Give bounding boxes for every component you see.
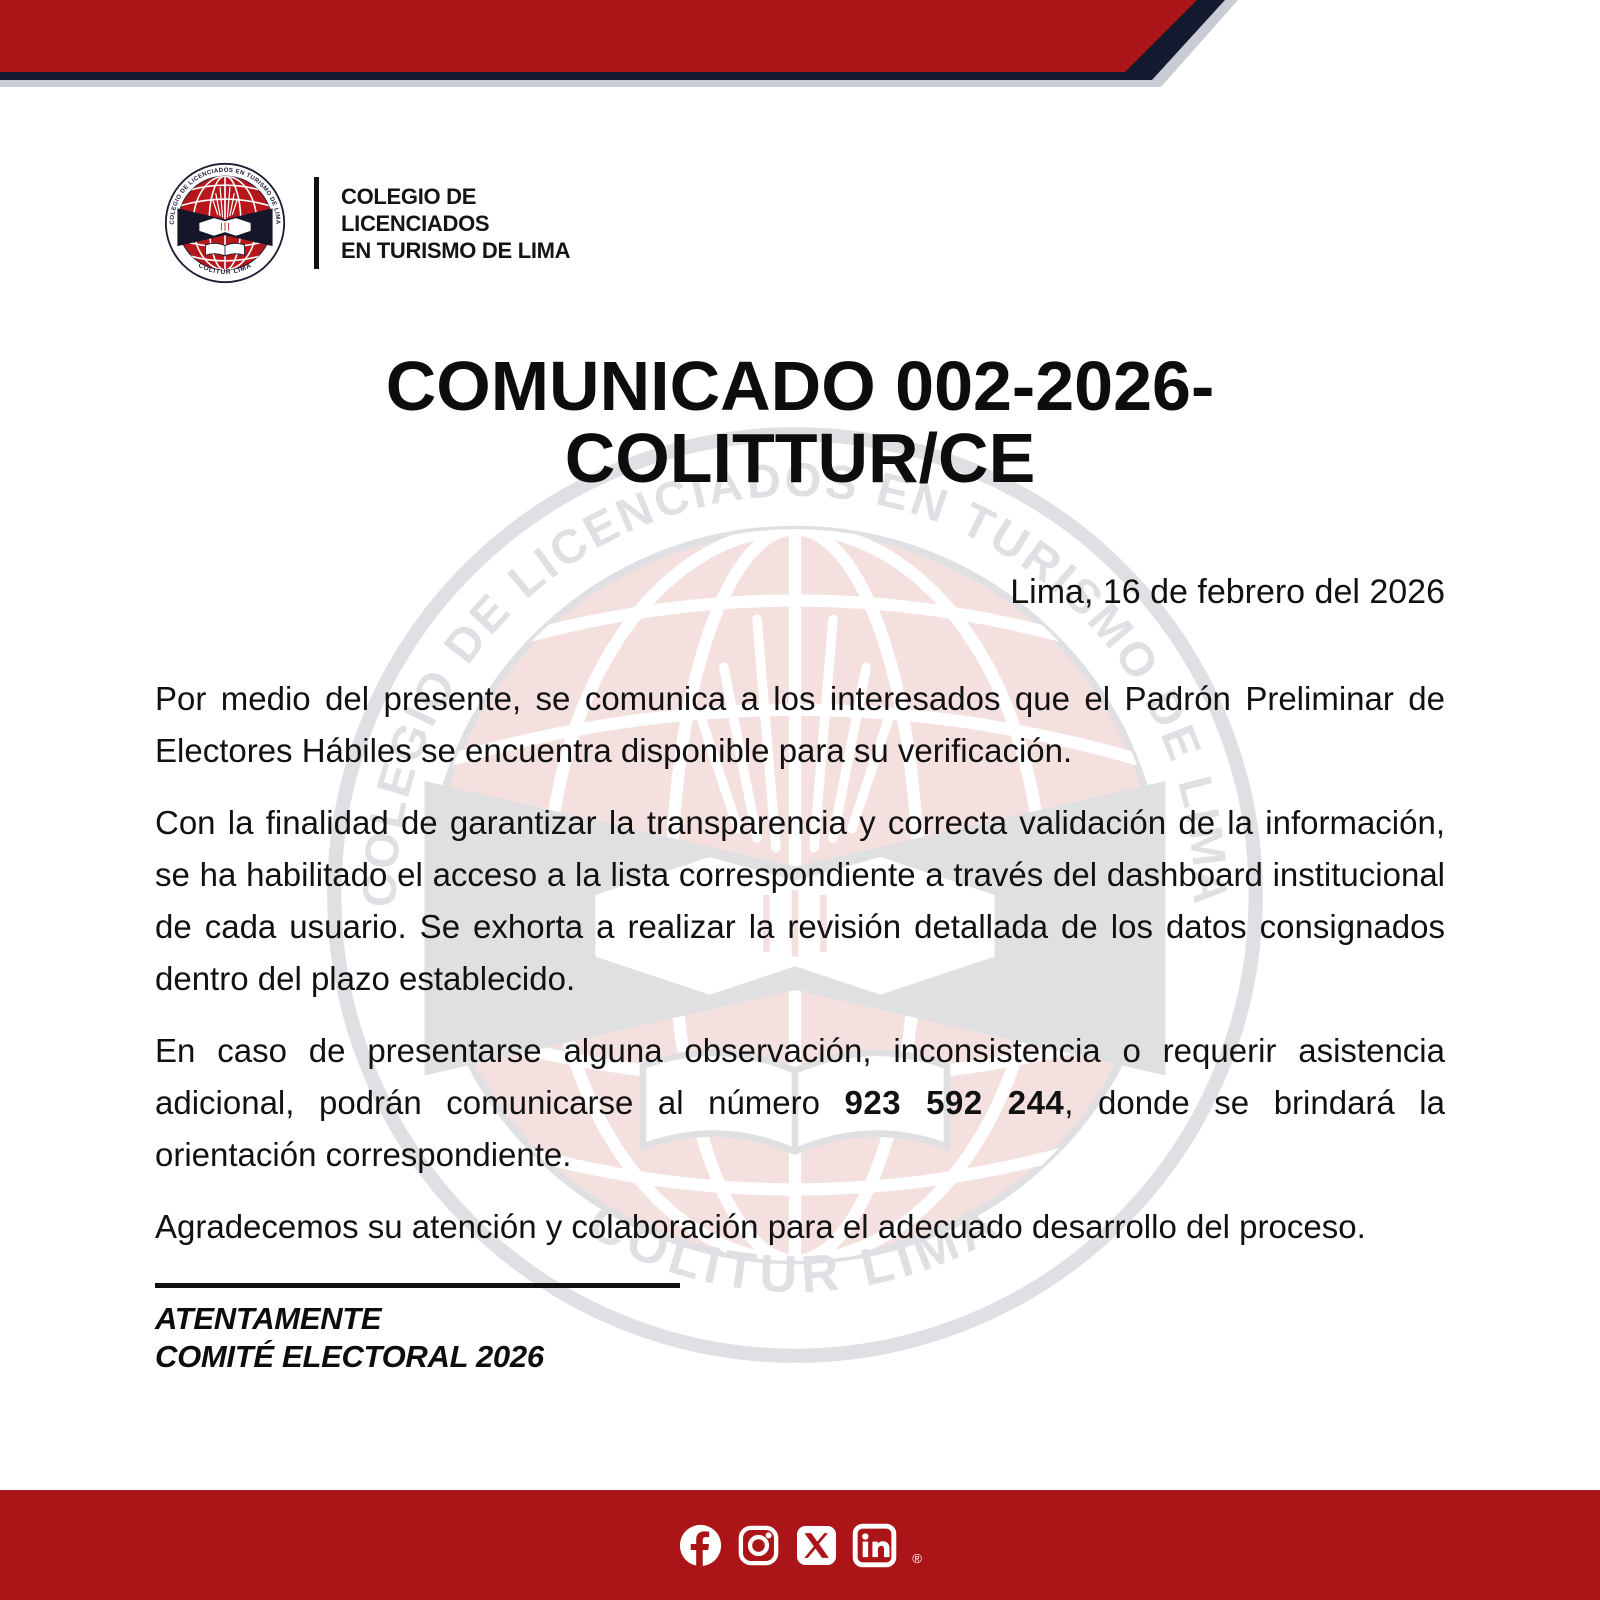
paragraph-1: Por medio del presente, se comunica a los interesados que el Padrón Preliminar de Electores Hábiles se encuentra disponible para su verificación. <box>155 680 1445 769</box>
social-icons-row <box>678 1523 922 1568</box>
paragraph-3-text: En caso de presentarse alguna observación, inconsistencia o requerir asistencia adicional, podrán comunicarse al número <box>155 1032 1445 1121</box>
paragraph-4: Agradecemos su atención y colaboración para el adecuado desarrollo del proceso. <box>155 1208 1366 1245</box>
org-name <box>341 183 570 264</box>
signature-committee: COMITÉ ELECTORAL 2026 <box>155 1339 544 1374</box>
org-name-line-3: EN TURISMO DE LIMA <box>341 237 571 263</box>
banner-red-stripe <box>0 0 1600 72</box>
registered-trademark-symbol: ® <box>912 1550 922 1566</box>
brand-header <box>164 162 570 284</box>
top-banner <box>0 0 1600 96</box>
page-title-line-2: COLITTUR/CE <box>564 419 1036 497</box>
linkedin-icon[interactable] <box>852 1523 897 1568</box>
instagram-icon[interactable] <box>736 1523 781 1568</box>
org-name-line-1: COLEGIO DE <box>341 183 477 209</box>
signature-rule <box>155 1283 680 1288</box>
date-line: Lima, 16 de febrero del 2026 <box>1010 573 1445 611</box>
paragraph-2: Con la finalidad de garantizar la transparencia y correcta validación de la información, se ha habilitado el acceso a la lista correspondiente a través del dashboard institucional de cada usuario. Se exhorta a realizar la revisión detallada de los datos consignados dentro del plazo establecido. <box>155 804 1445 997</box>
footer-band <box>0 1490 1600 1600</box>
signature-closing: ATENTAMENTE <box>155 1301 382 1336</box>
paragraph-3 <box>155 1025 1445 1181</box>
signature-block <box>155 1300 1445 1376</box>
org-name-line-2: LICENCIADOS <box>341 210 490 236</box>
brand-divider <box>314 177 319 269</box>
page-title <box>0 347 1600 497</box>
x-icon[interactable] <box>794 1523 839 1568</box>
page-title-line-1: COMUNICADO 002-2026- <box>385 347 1215 425</box>
contact-phone-number: 923 592 244 <box>844 1084 1065 1121</box>
paragraph-3-text-after: , donde se brindará la orientación correspondiente. <box>155 1084 1445 1173</box>
colittur-seal-logo-icon <box>164 162 286 284</box>
letter-body <box>155 570 1445 1376</box>
facebook-icon[interactable] <box>678 1523 723 1568</box>
